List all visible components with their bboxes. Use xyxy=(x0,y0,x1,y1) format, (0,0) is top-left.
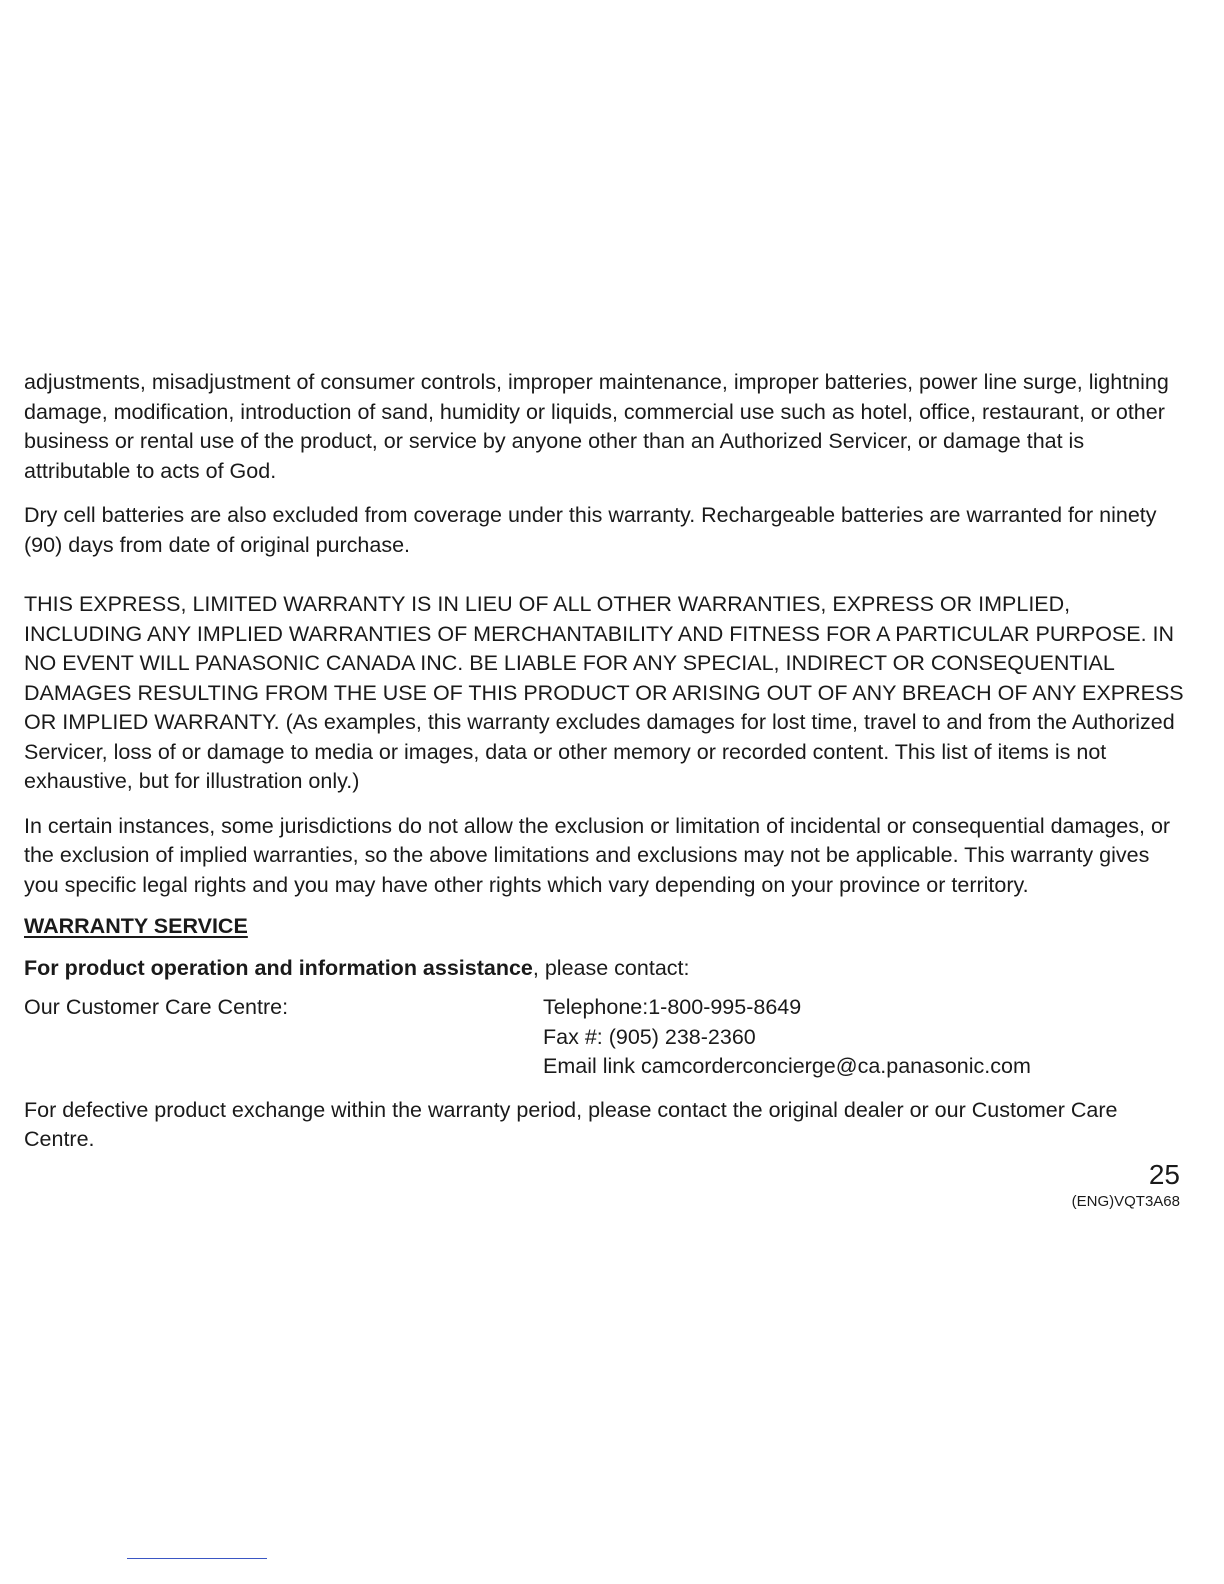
telephone-line: Telephone:1-800-995-8649 xyxy=(543,995,802,1019)
customer-care-label: Our Customer Care Centre: xyxy=(24,995,289,1019)
contact-lines xyxy=(543,993,1031,1082)
limited-warranty-caps-text: THIS EXPRESS, LIMITED WARRANTY IS IN LIEU OF ALL OTHER WARRANTIES, EXPRESS OR IMPLIED, INCLUDING ANY IMPLIED WARRANTIES OF MERCHANTABILITY AND FITNESS FOR A PARTICULAR PURPOSE. IN NO EVENT WILL PANASONIC CANADA INC. BE LIABLE FOR ANY SPECIAL, INDIRECT OR CONSEQUENTIAL DAMAGES RESULTING FROM THE USE OF THIS PRODUCT OR ARISING OUT OF ANY BREACH OF ANY EXPRESS OR IMPLIED WARRANTY. xyxy=(24,592,1184,734)
contact-block xyxy=(24,993,1184,1082)
warranty-service-heading: WARRANTY SERVICE xyxy=(24,914,248,938)
exclusions-paragraph: adjustments, misadjustment of consumer controls, improper maintenance, improper batteries, power line surge, lightning damage, modification, introduction of sand, humidity or liquids, commercial use such as hotel, office, restaurant, or other business or rental use of the product, or service by anyone other than an Authorized Servicer, or damage that is attributable to acts of God. xyxy=(24,370,1169,483)
fax-line: Fax #: (905) 238-2360 xyxy=(543,1024,756,1049)
assistance-rest-text: , please contact: xyxy=(532,955,690,980)
jurisdictions-paragraph: In certain instances, some jurisdictions do not allow the exclusion or limitation of incidental or consequential damages, or the exclusion of implied warranties, so the above limitations and exclusions may not be applicable. This warranty gives you specific legal rights and you may have other rights which vary depending on your province or territory. xyxy=(24,813,1171,897)
email-link[interactable]: Email link camcorderconcierge@ca.panasonic.com xyxy=(543,1054,1031,1078)
bottom-divider xyxy=(127,1558,267,1559)
assistance-line xyxy=(24,954,1184,984)
batteries-paragraph: Dry cell batteries are also excluded from coverage under this warranty. Rechargeable batteries are warranted for ninety (90) days from date of original purchase. xyxy=(24,503,1157,557)
page-number: 25 xyxy=(1148,1159,1180,1190)
defective-exchange-paragraph: For defective product exchange within the warranty period, please contact the original dealer or our Customer Care Centre. xyxy=(24,1097,1118,1151)
assistance-bold-text: For product operation and information assistance xyxy=(24,955,533,980)
document-body xyxy=(24,368,1184,1155)
limited-warranty-examples-text: (As examples, this warranty excludes damages for lost time, travel to and from the Authorized Servicer, loss of or damage to media or images, data or other memory or recorded content. This list of items is not exhaustive, but for illustration only.) xyxy=(24,710,1175,793)
limited-warranty-paragraph xyxy=(24,590,1184,797)
document-code: (ENG)VQT3A68 xyxy=(1071,1193,1180,1210)
